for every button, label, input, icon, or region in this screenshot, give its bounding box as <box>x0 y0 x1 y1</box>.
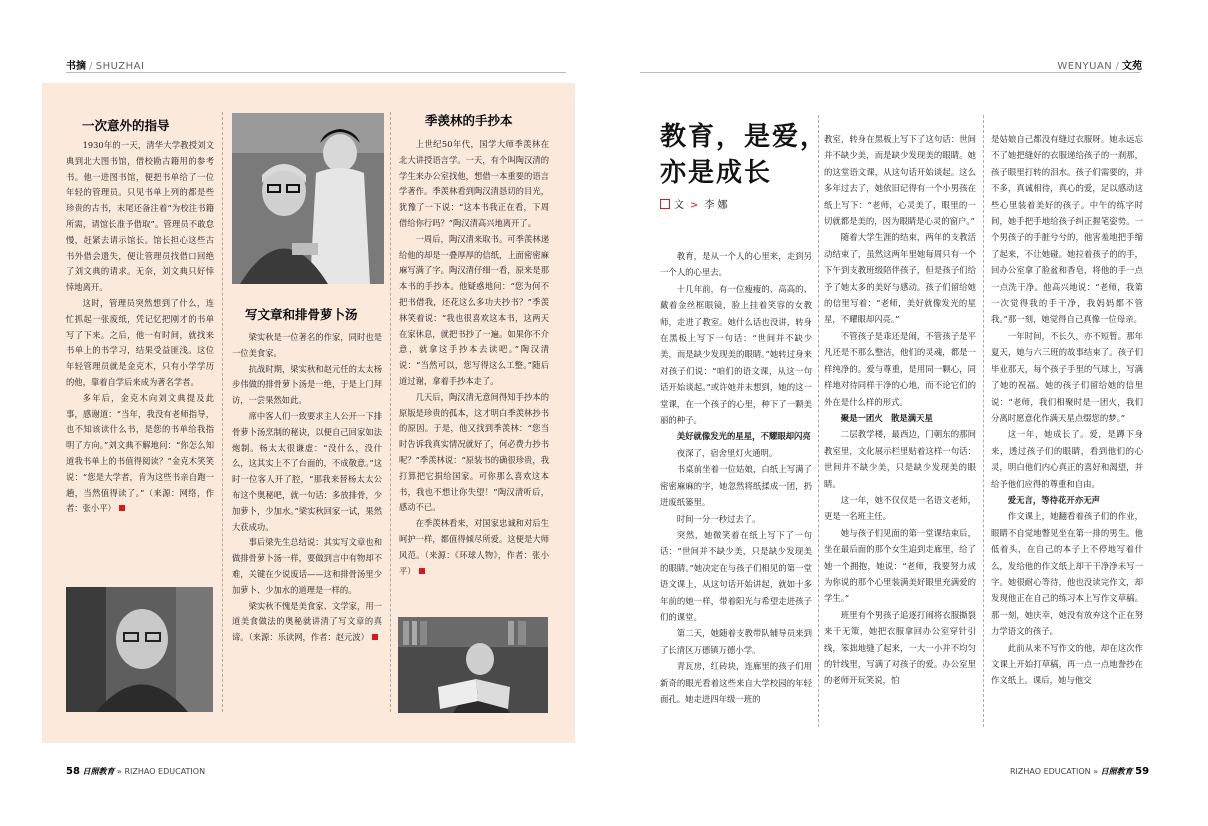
section-en-shuzhai: SHUZHAI <box>95 61 145 72</box>
story1-paragraph: 1930年的一天，清华大学教授刘文典到北大图书馆，借校勘古籍用的参考书。他一进图书馆，便把书单给了一位年轻的管理员。只见书单上列的都是些珍贵的古书，末尾还备注着“为校注书籍所需，请馆长准予借取”。管理员不敢怠慢，赶紧去请示馆长。馆长担心这些古书外借会遗失，便让管理员找借口回绝了刘文典的请求。无奈，刘文典只好悻悻地离开。 <box>66 140 214 293</box>
story1-paragraph: 这时，管理员突然想到了什么，连忙抓起一张废纸，凭记忆把刚才的书单写了下来。之后，他一有时间，就找来书单上的书学习，结果受益匪浅。这位年轻管理员就是金克木，只有小学学历的他，靠着自学后来成为著名学者。 <box>66 297 214 387</box>
story1-paragraph: 多年后，金克木向刘文典提及此事，感谢道：“当年，我没有老师指导，也不知该读什么书，是您的书单给我指明了方向。”刘文典不解地问：“你怎么知道我书单上的书值得阅读？”金克木笑笑说：“您是大学者，肯为这些书亲自跑一趟，当然值得读了。”（来源：网络，作者：张小平） <box>66 392 214 514</box>
story2-paragraph: 事后梁先生总结说：其实写文章也和做排骨萝卜汤一样，要做到言中有物却不难，关键在少说废话——这和排骨汤里少加萝卜、少加水的道理是一样的。 <box>232 537 382 595</box>
article-paragraph: 教育，是从一个人的心里来，走到另一个人的心里去。 <box>660 251 812 278</box>
photo-jixianlin-reading <box>398 617 548 713</box>
article-paragraph: 教室，转身在黑板上写下了这句话：世间并不缺少美，而是缺少发现美的眼睛。她的这堂语文课，从这句话开始谈起。这么多年过去了，她依旧记得有一个小男孩在纸上写下：“老师，心灵美了，眼里的一切就都是美的，因为眼睛是心灵的窗户。” <box>824 134 976 227</box>
article-paragraph: 班里有个男孩子追逐打闹将衣服撕裂来干无策，她把衣服拿回办公室穿针引线，笨拙地缝了起来，一大一小并不均匀的针线里，写满了对孩子的爱。办公室里的老师开玩笑说，怕 <box>824 609 976 686</box>
byline-square-icon <box>660 199 670 209</box>
article-subheading: 聚是一团火 散是满天星 <box>840 412 933 423</box>
column-divider <box>818 115 819 727</box>
publication-logo-right: 日照教育 <box>1100 767 1133 776</box>
byline-arrow-icon: > <box>690 200 699 211</box>
article-paragraph: 随着大学生涯的结束，两年的支教活动结束了，虽然这两年里她每周只有一个下午到支教班级陪伴孩子，但是孩子们给予了她太多的美好与感动。孩子们留给她的信里写着：“老师，美好就像发光的星星，不耀眼却闪亮。” <box>824 232 976 325</box>
section-label-wenyuan: 文苑 <box>1122 61 1142 72</box>
story2-paragraph: 抗战时期，梁实秋和赵元任的太太杨步伟做的排骨萝卜汤是一绝，于是上门拜访，一尝果然如此。 <box>232 363 382 406</box>
column-divider <box>390 112 391 712</box>
article-paragraph: 青瓦房，红砖块，连廊里的孩子们用新奇的眼光看着这些来自大学校园的年轻面孔。她走进四年级一班的 <box>660 661 812 704</box>
byline-label: 文 <box>674 200 684 211</box>
article-subheading: 爱无言，等待花开亦无声 <box>1007 494 1100 505</box>
page-number-left: 58 <box>66 766 80 777</box>
article-paragraph: 她与孩子们见面的第一堂课结束后，坐在最后面的那个女生追到走廊里，给了她一个拥抱，她说：“老师，我要努力成为你说的那个心里装满美好眼里充满爱的学生。” <box>824 527 976 604</box>
article-paragraph: 一年时间，不长久，亦不短暂。那年夏天，她与六三班的故事结束了。孩子们毕业那天，每个孩子手里的气球上，写满了她的祝福。她的孩子们留给她的信里说：“老师，我们相聚时是一团火，我们分离时愿意化作满天星点缀您的梦。” <box>991 330 1143 423</box>
end-mark <box>419 568 425 574</box>
article-paragraph: 突然，她微笑着在纸上写下了一句话：“世间并不缺少美，只是缺少发现美的眼睛。”她决定在与孩子们相见的第一堂语文课上，从这句话开始讲起，就如十多年前的她一样，带着阳光与希望走进孩子们的课堂。 <box>660 529 812 622</box>
right-header-rule <box>640 72 1140 73</box>
publication-en-left: RIZHAO EDUCATION <box>124 767 206 776</box>
story1-title: 一次意外的指导 <box>82 118 170 133</box>
story3-title: 季羡林的手抄本 <box>425 113 513 128</box>
left-running-header: 书摘 / SHUZHAI <box>66 61 145 72</box>
story2-paragraph: 席中客人们一致要求主人公开一下排骨萝卜汤烹制的秘诀，以便自己回家如法炮制。杨太太很谦虚：“没什么，没什么，这其实上不了台面的，不成敬意。”这时一位客人开了腔，“那我来替杨太太公布这个奥秘吧，就一句话：多放排骨，少加萝卜，少加水。”梁实秋回家一试，果然大获成功。 <box>232 410 382 532</box>
article-title-line1: 教育，是爱， <box>660 122 829 152</box>
left-header-rule <box>66 72 566 73</box>
story1-body <box>66 138 214 576</box>
article-paragraph: 这一年，她成长了。爱，是蹲下身来，透过孩子们的眼睛，看到他们的心灵，明白他们内心真正的喜好和渴望，并给予他们应得的尊重和自由。 <box>991 429 1143 489</box>
article-paragraph: 是姑娘自己都没有缝过衣服呀。她永远忘不了她把缝好的衣服递给孩子的一刹那，孩子眼里打转的泪水。孩子们需要的，并不多，真诚相待，真心的爱，足以感动这些心里装着美好的孩子。中午的练字时间，她手把手地给孩子纠正握笔姿势。一个男孩子的手脏兮兮的，他害羞地把手缩了起来，不让她碰。她拉着孩子的的手，回办公室拿了脸盆和香皂，将他的手一点一点洗干净。他高兴地说：“老师，我第一次觉得我的手干净，我妈妈都不管我。”那一刻，她觉得自己真像一位母亲。 <box>991 134 1143 325</box>
byline-author: 李 娜 <box>704 200 728 211</box>
article-paragraph: 这一年，她不仅仅是一名语文老师，更是一名班主任。 <box>824 494 976 522</box>
story3-paragraph: 一周后，陶汉清来取书。可季羡林递给他的却是一叠厚厚的信纸，上面密密麻麻写满了字。陶汉清仔细一看，原来是那本书的手抄本。他疑惑地问：“您为何不把书借我，还花这么多功夫抄书？”季羡林笑着说：“我也很喜欢这本书，这两天在家休息，就把书抄了一遍。如果你不介意，就拿这手抄本去读吧。”陶汉清说：“当然可以，您写得这么工整。”随后道过谢，拿着手抄本走了。 <box>399 233 549 386</box>
article-paragraph: 作文课上，她翻看着孩子们的作业，眼睛不自觉地瞥见坐在第一排的男生。他低着头，在自己的本子上不停地写着什么，发给他的作文纸上却干干净净未写一字。她很耐心等待，他也没读完作文，却发现他正在自己的练习本上写作文草稿。那一刻，她庆幸，她没有放弃这个正在努力学语文的孩子。 <box>991 511 1143 637</box>
publication-logo-left: 日照教育 <box>82 767 115 776</box>
article-byline <box>660 196 728 211</box>
article-column-3 <box>991 131 1143 728</box>
publication-en-right: RIZHAO EDUCATION <box>1010 767 1091 776</box>
article-column-2 <box>824 131 976 728</box>
column-divider <box>983 115 984 727</box>
story3-body <box>399 137 549 607</box>
article-paragraph: 第二天，她随着支教带队辅导员来到了长清区万德镇万德小学。 <box>660 628 812 655</box>
right-running-header: WENYUAN / 文苑 <box>1057 61 1142 72</box>
end-mark <box>119 505 125 511</box>
article-paragraph: 二层教学楼，最西边，门朝东的那间教室里，文化展示栏里贴着这样一句话：世间并不缺少美，只是缺少发现美的眼睛。 <box>824 429 976 489</box>
article-paragraph: 此前从来不写作文的他，却在这次作文课上开始打草稿，再一点一点地誊抄在作文纸上。课后，她与他交 <box>991 642 1143 686</box>
story2-paragraph: 梁实秋不愧是美食家、文学家，用一道美食做法的奥秘就讲清了写文章的真谛。（来源：乐读网，作者：赵元波） <box>232 600 382 643</box>
article-subheading: 美好就像发光的星星，不耀眼却闪亮 <box>676 431 811 442</box>
photo-liangshiqiu-couple <box>232 113 384 284</box>
article-paragraph: 时间一分一秒过去了。 <box>676 513 761 524</box>
article-paragraph: 十几年前，有一位瘦瘦的、高高的、戴着金丝框眼镜，脸上挂着笑容的女教师，走进了教室。她什么话也没讲，转身在黑板上写下一句话：“世间并不缺少美，而是缺少发现美的眼睛。”她转过身来对孩子们说：“咱们的语文课，从这一句话开始谈起。”或许她并未想到，她的这一堂课，在一个孩子的心里，种下了一颗美丽的种子。 <box>660 283 812 426</box>
section-en-wenyuan: WENYUAN <box>1057 61 1113 72</box>
story3-paragraph: 上世纪50年代，国学大师季羡林在北大讲授语言学。一天，有个叫陶汉清的学生来办公室找他，想借一本重要的语言学著作。季羡林看到陶汉清恳切的目光，犹豫了一下说：“这本书我正在看，下周借给你行吗？”陶汉清高兴地离开了。 <box>399 139 549 228</box>
story3-paragraph: 几天后，陶汉清无意间得知手抄本的原版是珍贵的孤本，这才明白季羡林抄书的原因。于是，他又找到季羡林：“您当时告诉我真实情况就好了，何必费力抄书呢？”季羡林说：“原装书的确很珍贵，我打算把它捐给国家。可你那么喜欢这本书，我也不想让你失望！”陶汉清听后，感动不已。 <box>399 391 549 513</box>
page-number-right: 59 <box>1135 766 1150 777</box>
story2-body <box>232 330 382 720</box>
article-paragraph: 不管孩子是乖还是闹，不管孩子是平凡还是不那么整洁，他们的灵魂，都是一样纯净的。爱与尊重，是用同一颗心，同样地对待同样干净的心地，而不论它们的外在是什么样的形式。 <box>824 330 976 407</box>
end-mark <box>372 634 378 640</box>
story2-title: 写文章和排骨萝卜汤 <box>245 307 358 322</box>
story2-paragraph: 梁实秋是一位著名的作家，同时也是一位美食家。 <box>232 332 382 358</box>
column-divider <box>222 112 223 712</box>
article-title-line2: 亦是成长 <box>660 158 773 188</box>
right-footer: RIZHAO EDUCATION » 日照教育 59 <box>1010 766 1150 777</box>
article-paragraph: 书桌前坐着一位姑娘，白纸上写满了密密麻麻的字，她忽然将纸揉成一团，扔进废纸篓里。 <box>660 464 812 508</box>
section-label-shuzhai: 书摘 <box>66 61 86 72</box>
article-paragraph: 夜深了，宿舍里灯火通明。 <box>676 447 778 458</box>
story3-paragraph: 在季羡林看来，对国家忠诚和对后生呵护一样，都值得倾尽所爱。这便是大师风范。（来源：《环球人物》，作者：张小平） <box>399 518 549 576</box>
photo-jinkemu <box>66 587 213 712</box>
article-column-1 <box>660 248 812 728</box>
left-footer: 58 日照教育 » RIZHAO EDUCATION <box>66 766 206 777</box>
